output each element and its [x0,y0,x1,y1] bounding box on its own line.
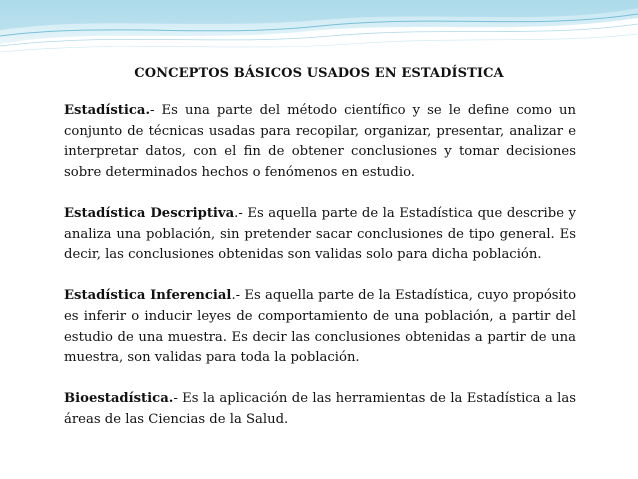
paragraph-estadistica-inferencial [64,286,576,368]
definition-estadistica-inferencial: .- Es aquella parte de la Estadística, cuyo propósito es inferir o inducir leyes de comportamiento de una población, a partir del estudio de una muestra. Es decir las conclusiones obtenidas a partir de una muestra, son validas para toda la población. [64,288,577,366]
definition-estadistica-descriptiva: .- Es aquella parte de la Estadística que describe y analiza una población, sin pretender sacar conclusiones de tipo general. Es decir, las conclusiones obtenidas son validas solo para dicha población. [64,205,576,263]
paragraph-bioestadistica [64,389,576,430]
content-body [64,101,576,451]
paragraph-estadistica [64,101,576,183]
slide-title: CONCEPTOS BÁSICOS USADOS EN ESTADÍSTICA [134,66,504,81]
definition-estadistica: - Es una parte del método científico y se le define como un conjunto de técnicas usadas para recopilar, organizar, presentar, analizar e interpretar datos, con el fin de obtener conclusiones y tomar decisiones sobre determinados hechos o fenómenos en estudio. [64,103,576,180]
paragraph-estadistica-descriptiva [64,204,576,266]
term-estadistica: Estadística. [64,103,151,118]
term-bioestadistica: Bioestadística. [64,391,174,407]
term-estadistica-inferencial: Estadística Inferencial [64,288,232,304]
definition-bioestadistica: - Es la aplicación de las herramientas de la Estadística a las áreas de las Ciencias de la Salud. [64,391,576,427]
term-estadistica-descriptiva: Estadística Descriptiva [64,205,235,221]
